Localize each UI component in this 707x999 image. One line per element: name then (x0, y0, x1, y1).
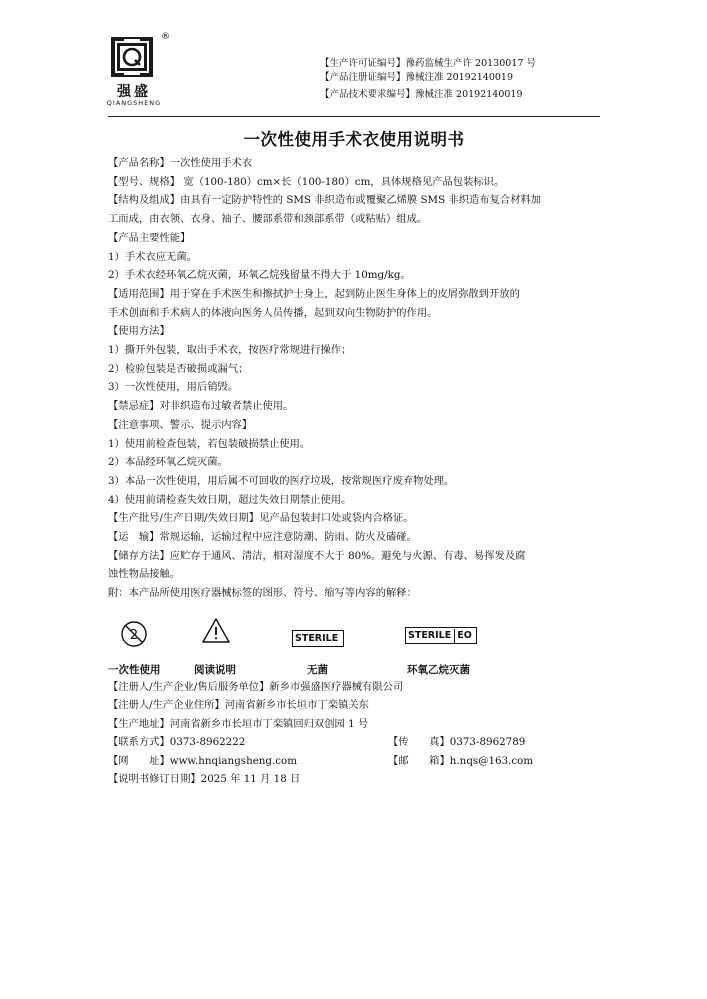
eo-sterile-symbol-text: STERILE (408, 629, 452, 641)
symbols-note: 附：本产品所使用医疗器械标签的图形、符号、缩写等内容的解释： (108, 587, 417, 600)
performance-heading: 【产品主要性能】 (108, 231, 191, 244)
brand-name-cn: 强盛 (117, 84, 151, 100)
warning-item: 4）使用前请检查失效日期，超过失效日期禁止使用。 (108, 493, 352, 506)
usage-item: 1）撕开外包装，取出手术衣，按医疗常规进行操作； (108, 344, 352, 357)
company-logo (104, 32, 174, 108)
single-use-label: 一次性使用 (108, 664, 161, 676)
document-title: 一次性使用手术衣使用说明书 (243, 130, 465, 149)
technical-requirement-number: 【产品技术要求编号】豫械注准 20192140019 (320, 89, 523, 100)
website-line: 【网 址】www.hnqiangsheng.com (108, 754, 298, 767)
batch-date-line: 【生产批号/生产日期/失效日期】见产品包装封口处或袋内合格证。 (108, 512, 414, 525)
revision-date-line: 【说明书修订日期】2025 年 11 月 18 日 (108, 772, 301, 785)
sterile-label: 无菌 (307, 664, 328, 676)
svg-text:2: 2 (129, 628, 139, 643)
registrant-line: 【注册人/生产企业/售后服务单位】新乡市强盛医疗器械有限公司 (108, 681, 404, 693)
sterile-symbol-text: STERILE (295, 632, 339, 644)
do-not-reuse-icon (118, 619, 150, 649)
production-license-number: 【生产许可证编号】豫药监械生产许 20130017 号 (320, 58, 536, 69)
read-instructions-label: 阅读说明 (194, 664, 236, 676)
structure-line: 【结构及组成】由具有一定防护特性的 SMS 非织造布或覆聚乙烯膜 SMS 非织造布复合材料加 (108, 194, 542, 207)
warning-item: 2）本品经环氧乙烷灭菌。 (108, 456, 228, 469)
contraindication-line: 【禁忌症】对非织造布过敏者禁止使用。 (108, 400, 294, 413)
usage-item: 2）检验包装是否破损或漏气； (108, 362, 249, 375)
email-line: 【邮 箱】h.nqs@163.com (388, 754, 534, 767)
header-divider (108, 116, 600, 117)
instructions-body (108, 154, 604, 603)
company-info (108, 678, 608, 788)
model-spec-line: 【型号、规格】 宽（100-180）cm×长（100-180）cm，具体规格见产品包装标识。 (108, 175, 505, 188)
eo-sterile-label: 环氧乙烷灭菌 (407, 664, 470, 676)
sterile-symbol (292, 630, 344, 647)
scope-line: 【适用范围】用于穿在手术医生和擦拭护士身上，起到防止医生身体上的皮屑弥散到开放的 (108, 287, 520, 300)
product-name-line: 【产品名称】一次性使用手术衣 (108, 157, 253, 169)
warnings-heading: 【注意事项、警示、提示内容】 (108, 418, 253, 431)
storage-line: 【储存方法】应贮存于通风、清洁，相对湿度不大于 80%。避免与火源、有毒、易挥发及腐 (108, 549, 526, 562)
eo-symbol-text: EO (454, 629, 472, 643)
registered-trademark-mark: ® (161, 32, 170, 42)
registration-certificate-number: 【产品注册证编号】豫械注准 20192140019 (320, 72, 514, 83)
consult-instructions-warning-icon (200, 616, 232, 648)
warning-item: 1）使用前检查包装，若包装破损禁止使用。 (108, 437, 311, 450)
scope-line-cont: 手术创面和手术病人的体液向医务人员传播，起到双向生物防护的作用。 (108, 306, 438, 319)
phone-line: 【联系方式】0373-8962222 (108, 736, 246, 749)
usage-heading: 【使用方法】 (108, 325, 170, 338)
performance-item: 2）手术衣经环氧乙烷灭菌，环氧乙烷残留量不得大于 10mg/kg。 (108, 269, 411, 282)
registrant-address-line: 【注册人/生产企业住所】河南省新乡市长垣市丁栾镇关东 (108, 699, 369, 712)
eo-sterile-symbol (405, 627, 477, 644)
performance-item: 1）手术衣应无菌。 (108, 250, 197, 263)
structure-line-cont: 工而成，由衣领、衣身、袖子、腰部系带和颈部系带（或粘贴）组成。 (108, 213, 428, 226)
warning-item: 3）本品一次性使用，用后属不可回收的医疗垃圾，按常规医疗废弃物处理。 (108, 474, 455, 487)
brand-name-en: QIANGSHENG (106, 99, 162, 107)
transport-line: 【运 输】常规运输，运输过程中应注意防潮、防雨、防火及磕碰。 (108, 531, 417, 544)
storage-line-cont: 蚀性物品接触。 (108, 568, 181, 581)
production-address-line: 【生产地址】河南省新乡市长垣市丁栾镇回归双创园 1 号 (108, 717, 369, 730)
qiangsheng-logo-icon (110, 36, 154, 78)
fax-line: 【传 真】0373-8962789 (388, 736, 526, 749)
usage-item: 3）一次性使用，用后销毁。 (108, 381, 239, 394)
